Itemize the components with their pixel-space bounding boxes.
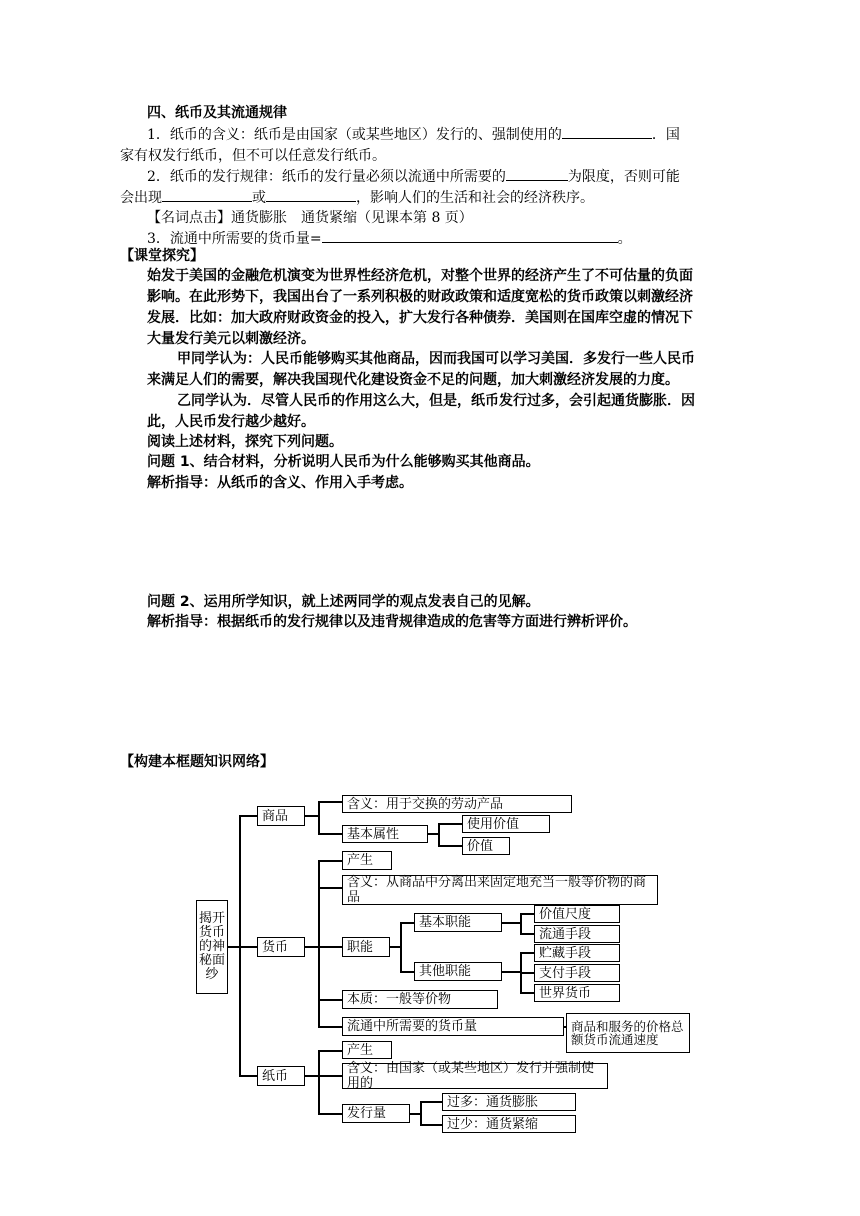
other-function-node: 其他职能: [414, 962, 502, 981]
paper-money-node: 纸币: [257, 1066, 305, 1086]
item-1-text: 1．纸币的含义：纸币是由国家（或某些地区）发行的、强制使用的: [147, 127, 562, 143]
explore-para3-l1: 乙同学认为．尽管人民币的作用这么大，但是，纸币发行过多，会引起通货膨胀．因: [177, 393, 695, 409]
commodity-meaning-node: 含义：用于交换的劳动产品: [342, 795, 572, 813]
money-needed-node: 流通中所需要的货币量: [342, 1017, 564, 1036]
issue-amount-node: 发行量: [342, 1104, 410, 1123]
blank-2[interactable]: [506, 166, 568, 181]
connector: [520, 952, 534, 954]
blank-1[interactable]: [562, 124, 652, 139]
connector: [305, 815, 318, 817]
commodity-node: 商品: [257, 806, 305, 826]
connector: [305, 946, 318, 948]
item-3: [147, 228, 632, 249]
item-2-cont-b: 或: [252, 190, 266, 206]
connector: [420, 1101, 442, 1103]
connector: [438, 823, 440, 845]
paper-origin-node: 产生: [342, 1041, 392, 1059]
connector: [318, 860, 320, 1026]
connector: [318, 999, 342, 1001]
explore-heading: 【课堂探究】: [120, 248, 204, 264]
connector: [502, 922, 520, 924]
item-2: [147, 166, 680, 187]
connector: [520, 913, 534, 915]
connector: [410, 1113, 420, 1115]
blank-3[interactable]: [162, 187, 252, 202]
connector: [318, 801, 320, 834]
explore-para1-l1: 始发于美国的金融危机演变为世界性经济危机，对整个世界的经济产生了不可估量的负面: [147, 268, 693, 284]
explore-para3-l2: 此，人民币发行越少越好。: [147, 414, 315, 430]
item-2-mid: 为限度，否则可能: [567, 169, 680, 185]
connector: [438, 823, 462, 825]
question-1: 问题 1、结合材料，分析说明人民币为什么能够购买其他商品。: [147, 454, 540, 470]
connector: [520, 972, 534, 974]
connector: [520, 913, 522, 933]
item-1-cont: 家有权发行纸币，但不可以任意发行纸币。: [120, 148, 386, 164]
item-2-cont: [120, 187, 594, 208]
connector: [318, 1026, 342, 1028]
explore-read: 阅读上述材料，探究下列问题。: [147, 434, 343, 450]
connector: [239, 815, 257, 817]
connector: [390, 946, 400, 948]
network-heading: 【构建本框题知识网络】: [120, 754, 274, 770]
connector: [400, 971, 414, 973]
connector: [420, 1124, 442, 1126]
circulation-means-node: 流通手段: [534, 925, 620, 943]
connector: [318, 1050, 320, 1113]
connector: [400, 922, 414, 924]
explore-para1-l2: 影响。在此形势下，我国出台了一系列积极的财政政策和适度宽松的货币政策以刺激经济: [147, 289, 693, 305]
question-2: 问题 2、运用所学知识，就上述两同学的观点发表自己的见解。: [147, 594, 540, 610]
connector: [239, 1075, 257, 1077]
item-1: [147, 124, 680, 145]
function-node: 职能: [342, 937, 390, 957]
value-node: 价值: [462, 837, 510, 855]
connector: [428, 833, 438, 835]
root-node: 揭开货币的神秘面纱: [196, 900, 228, 994]
term-note: 【名词点击】通货膨胀 通货紧缩（见课本第 8 页）: [147, 210, 473, 226]
connector: [420, 1101, 422, 1124]
basic-function-node: 基本职能: [414, 913, 502, 932]
essence-node: 本质：一般等价物: [342, 990, 498, 1009]
connector: [318, 833, 342, 835]
formula-node: 商品和服务的价格总额货币流通速度: [566, 1013, 690, 1053]
measure-value-node: 价值尺度: [534, 905, 620, 923]
item-2-cont-a: 会出现: [120, 190, 162, 206]
explore-para1-l3: 发展．比如：加大政府财政资金的投入，扩大发行各种债券．美国则在国库空虚的情况下: [147, 310, 693, 326]
connector: [520, 992, 534, 994]
too-little-node: 过少：通货紧缩: [442, 1115, 576, 1133]
connector: [318, 1075, 342, 1077]
basic-attribute-node: 基本属性: [342, 825, 428, 843]
connector: [318, 801, 342, 803]
paper-meaning-node: 含义：由国家（或某些地区）发行并强制使用的: [342, 1063, 608, 1089]
explore-para1-l4: 大量发行美元以刺激经济。: [147, 331, 315, 347]
explore-para2-l2: 来满足人们的需要，解决我国现代化建设资金不足的问题，加大刺激经济发展的力度。: [147, 372, 679, 388]
item-3-end: 。: [617, 231, 632, 247]
connector: [239, 946, 257, 948]
blank-4[interactable]: [266, 187, 356, 202]
item-2-text: 2．纸币的发行规律：纸币的发行量必须以流通中所需要的: [147, 169, 506, 185]
item-2-cont-c: ，影响人们的生活和社会的经济秩序。: [356, 190, 594, 206]
connector: [318, 887, 342, 889]
explore-para2-l1: 甲同学认为：人民币能够购买其他商品，因而我国可以学习美国．多发行一些人民币: [177, 351, 695, 367]
blank-5[interactable]: [322, 228, 618, 243]
question-2-guide: 解析指导：根据纸币的发行规律以及违背规律造成的危害等方面进行辨析评价。: [147, 614, 637, 630]
item-1-end: ．国: [651, 127, 680, 143]
world-currency-node: 世界货币: [534, 984, 620, 1002]
connector: [318, 946, 342, 948]
item-3-text: 3．流通中所需要的货币量=: [147, 231, 322, 247]
section-heading: 四、纸币及其流通规律: [147, 105, 287, 121]
connector: [438, 845, 462, 847]
use-value-node: 使用价值: [462, 815, 550, 833]
connector: [520, 933, 534, 935]
connector: [400, 922, 402, 971]
connector: [318, 1050, 342, 1052]
currency-meaning-node: 含义：从商品中分离出来固定地充当一般等价物的商品: [342, 875, 658, 905]
connector: [318, 860, 342, 862]
storage-means-node: 贮藏手段: [534, 944, 620, 962]
connector: [305, 1075, 318, 1077]
too-much-node: 过多：通货膨胀: [442, 1093, 576, 1111]
connector: [502, 971, 520, 973]
currency-origin-node: 产生: [342, 851, 392, 870]
currency-node: 货币: [257, 937, 305, 957]
connector: [318, 1113, 342, 1115]
question-1-guide: 解析指导：从纸币的含义、作用入手考虑。: [147, 475, 413, 491]
payment-means-node: 支付手段: [534, 964, 620, 982]
